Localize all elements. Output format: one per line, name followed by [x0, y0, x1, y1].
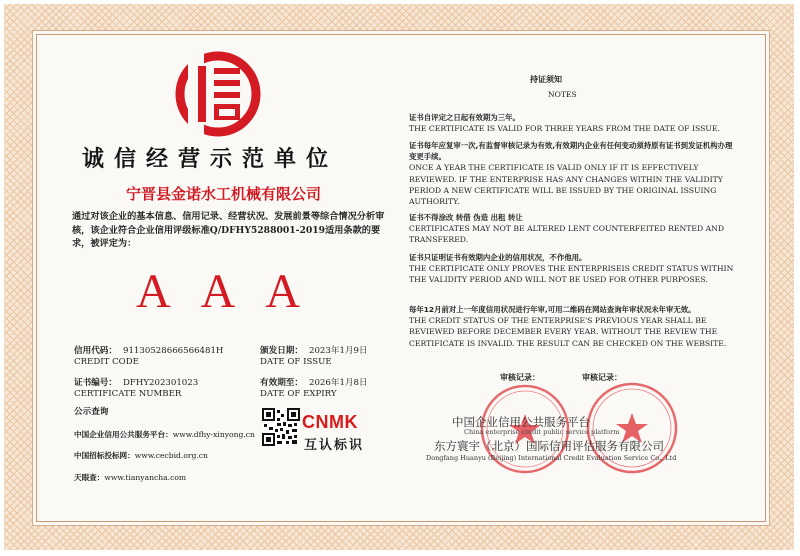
note-1-cn: 证书自评定之日起有效期为三年。 — [409, 113, 520, 122]
note-1-en: THE CERTIFICATE IS VALID FOR THREE YEARS FROM THE DATE OF ISSUE. — [409, 124, 720, 134]
date-issue-value: 2023年1月9日 — [308, 346, 368, 356]
intro-text: 通过对该企业的基本信息、信用记录、经营状况、发展前景等综合情况分析审核，该企业符合企业信用评级标准Q/DFHY5288001-2019适用条款的要求，被评定为： — [72, 211, 385, 250]
rating-aaa: AAA — [136, 265, 330, 318]
date-expiry-block — [260, 378, 368, 400]
credit-code-block — [74, 346, 223, 368]
query-bidding-label: 中国招标投标网： — [74, 451, 135, 460]
query-bidding-row — [74, 450, 208, 461]
credit-code-value: 91130528666566481H — [122, 346, 224, 356]
note-3-cn: 证书不得涂改 转借 伪造 出租 转让 — [409, 213, 523, 222]
platform-name-cn: 中国企业信用公共服务平台 — [452, 415, 590, 429]
platform-name-en: China enterprise credit public service platform — [464, 428, 620, 436]
note-3 — [409, 212, 739, 246]
cnmk-logo: CNMK — [302, 412, 358, 432]
cert-number-label: 证书编号： — [74, 378, 117, 388]
query-tianyancha-row — [74, 472, 186, 483]
notes-title-cn: 持证须知 — [530, 74, 562, 84]
company-name: 宁晋县金诺水工机械有限公司 — [126, 185, 322, 203]
cert-number-value: DFHY202301023 — [122, 378, 199, 388]
xin-logo — [174, 50, 262, 138]
query-platform-row — [74, 429, 255, 440]
date-issue-label: 颁发日期： — [260, 346, 303, 356]
issuer-name-cn: 东方寰宇（北京）国际信用评估服务有限公司 — [434, 439, 664, 453]
note-2 — [409, 140, 739, 207]
query-tianyancha-label: 天眼查： — [74, 473, 105, 482]
credit-code-label-en: CREDIT CODE — [74, 357, 139, 367]
note-5-en: THE CREDIT STATUS OF THE ENTERPRISE'S PREVIOUS YEAR SHALL BE REVIEWED BEFORE DECEMBER EVERY YEAR. WITHOUT THE REVIEW THE CERTIFICATE IS INVALID. THE RESULT CAN BE CHECKED ON THE WEBSITE. — [409, 316, 727, 348]
issuer-name-en: Dongfang Huanyu (Beijing) International Credit Evaluation Service Co., Ltd — [426, 454, 677, 462]
date-issue-block — [260, 346, 368, 368]
query-platform-url[interactable]: www.dfhy-xinyong.cn — [172, 430, 255, 439]
note-2-en: ONCE A YEAR THE CERTIFICATE IS VALID ONLY IF IT IS EFFECTIVELY REVIEWED. IF THE ENTERPRISE HAS ANY CHANGES WITHIN THE VALIDITY PERIOD A NEW CERTIFICATE WILL BE ISSUED BY THE ORIGINAL ISSUING AUTHORITY. — [409, 163, 723, 207]
notes-title-en: NOTES — [548, 90, 577, 99]
note-5 — [409, 304, 739, 349]
qr-code-icon — [262, 408, 300, 446]
date-expiry-value: 2026年1月8日 — [308, 378, 368, 388]
date-issue-label-en: DATE OF ISSUE — [260, 357, 332, 367]
note-1 — [409, 112, 739, 134]
review-record-1: 审核记录： — [500, 372, 540, 382]
note-4-cn: 证书只证明证书有效期内企业的信用状况，不作他用。 — [409, 253, 587, 262]
query-bidding-url[interactable]: www.cecbid.org.cn — [134, 451, 208, 460]
note-3-en: CERTIFICATES MAY NOT BE ALTERED LENT COUNTERFEITED RENTED AND TRANSFERED. — [409, 224, 725, 245]
note-2-cn: 证书每年应复审一次,有监督审核记录为有效,有效期内企业有任何变动须持原有证书到发证机构办理变更手续。 — [409, 141, 733, 162]
date-expiry-label: 有效期至： — [260, 378, 303, 388]
review-record-2: 审核记录： — [582, 372, 622, 382]
note-4 — [409, 252, 739, 286]
query-platform-label: 中国企业信用公共服务平台： — [74, 430, 173, 439]
public-query-heading: 公示查询 — [74, 407, 109, 417]
cert-number-block — [74, 378, 198, 400]
note-5-cn: 每年12月前对上一年度信用状况进行年审,可用二维码在网站查询年审状况未年审无效。 — [409, 305, 696, 314]
query-tianyancha-url[interactable]: www.tianyancha.com — [104, 473, 187, 482]
cert-number-label-en: CERTIFICATE NUMBER — [74, 389, 182, 399]
cnmk-subtitle: 互认标识 — [304, 438, 365, 453]
date-expiry-label-en: DATE OF EXPIRY — [260, 389, 337, 399]
certificate-title: 诚信经营示范单位 — [82, 147, 339, 172]
credit-code-label: 信用代码： — [74, 346, 117, 356]
note-4-en: THE CERTIFICATE ONLY PROVES THE ENTERPRISEIS CREDIT STATUS WITHIN THE VALIDITY PERIOD AND WILL NOT BE USED FOR OTHER PURPOSES. — [409, 264, 734, 285]
